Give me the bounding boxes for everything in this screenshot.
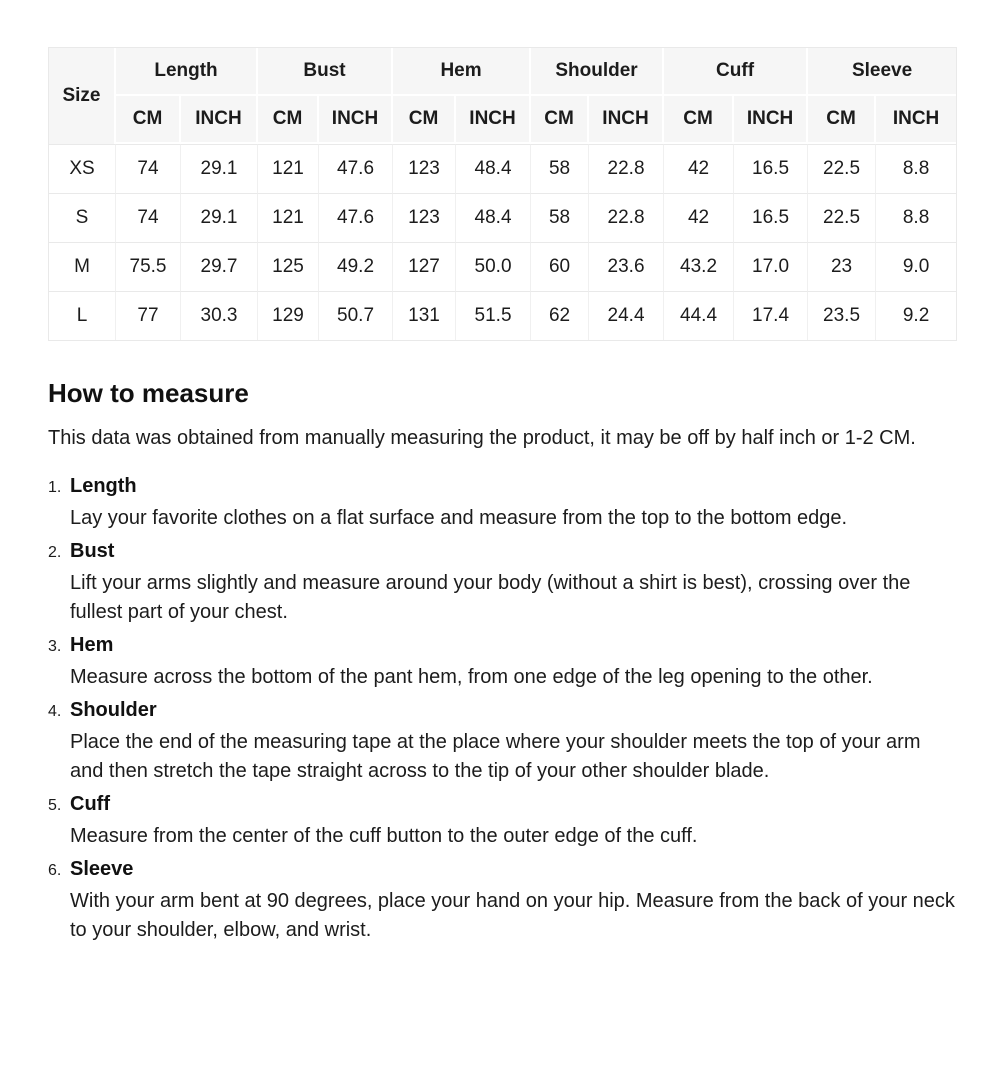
size-row-s [49,193,956,242]
list-item [48,793,955,851]
measurement-cell: 50.0 [456,242,531,291]
step-description: Measure across the bottom of the pant hem, from one edge of the leg opening to the other. [70,666,873,688]
step-term: Sleeve [70,858,134,880]
list-item [48,634,955,692]
step-description: Place the end of the measuring tape at the place where your shoulder meets the top of your arm and then stretch the tape straight across to the tip of your other shoulder blade. [70,731,921,782]
measurement-cell: 74 [116,193,181,242]
step-description: With your arm bent at 90 degrees, place your hand on your hip. Measure from the back of your neck to your shoulder, elbow, and wrist. [70,890,955,941]
step-description: Lift your arms slightly and measure around your body (without a shirt is best), crossing over the fullest part of your chest. [70,572,911,623]
measurement-cell: 48.4 [456,144,531,193]
step-heading [48,634,955,657]
measurement-cell: 75.5 [116,242,181,291]
table-unit-header-row [49,96,956,144]
table-group-header-row [49,48,956,96]
measurement-cell: 121 [258,193,319,242]
size-row-xs [49,144,956,193]
step-number: 3. [48,638,62,655]
size-table [48,47,957,341]
step-number: 5. [48,797,62,814]
group-header-sleeve: Sleeve [808,48,956,96]
measurement-cell: 17.4 [734,291,808,340]
measurement-cell: 9.0 [876,242,956,291]
measurement-cell: 50.7 [319,291,393,340]
measurement-cell: 60 [531,242,589,291]
measurement-cell: 58 [531,144,589,193]
size-cell: M [49,242,116,291]
step-heading [48,475,955,498]
step-description: Measure from the center of the cuff button to the outer edge of the cuff. [70,825,698,847]
measurement-cell: 42 [664,193,734,242]
step-heading [48,540,955,563]
measurement-cell: 131 [393,291,456,340]
size-cell: XS [49,144,116,193]
group-header-cuff: Cuff [664,48,808,96]
step-heading [48,793,955,816]
measurement-cell: 22.8 [589,193,664,242]
step-term: Shoulder [70,699,157,721]
unit-header-inch: INCH [181,96,258,144]
measurement-cell: 23.5 [808,291,876,340]
unit-header-cm: CM [531,96,589,144]
measurement-cell: 30.3 [181,291,258,340]
how-to-measure-intro: This data was obtained from manually measuring the product, it may be off by half inch or 1-2 CM. [48,427,916,449]
measurement-cell: 24.4 [589,291,664,340]
size-cell: L [49,291,116,340]
unit-header-cm: CM [116,96,181,144]
measurement-cell: 77 [116,291,181,340]
unit-header-cm: CM [664,96,734,144]
group-header-length: Length [116,48,258,96]
step-number: 6. [48,862,62,879]
measurement-cell: 123 [393,193,456,242]
list-item [48,475,955,533]
unit-header-cm: CM [258,96,319,144]
unit-header-cm: CM [393,96,456,144]
step-term: Bust [70,540,115,562]
step-term: Length [70,475,137,497]
group-header-bust: Bust [258,48,393,96]
measurement-cell: 42 [664,144,734,193]
measurement-cell: 51.5 [456,291,531,340]
step-term: Cuff [70,793,110,815]
unit-header-inch: INCH [734,96,808,144]
measurement-cell: 47.6 [319,144,393,193]
measurement-cell: 43.2 [664,242,734,291]
unit-header-inch: INCH [319,96,393,144]
measurement-cell: 74 [116,144,181,193]
step-heading [48,699,955,722]
measurement-cell: 17.0 [734,242,808,291]
size-row-m [49,242,956,291]
measurement-cell: 47.6 [319,193,393,242]
unit-header-cm: CM [808,96,876,144]
measurement-cell: 49.2 [319,242,393,291]
measurement-cell: 123 [393,144,456,193]
measurement-cell: 22.5 [808,144,876,193]
measurement-cell: 16.5 [734,144,808,193]
list-item [48,699,955,786]
measurement-cell: 121 [258,144,319,193]
measurement-cell: 129 [258,291,319,340]
step-number: 2. [48,544,62,561]
measurement-cell: 23.6 [589,242,664,291]
list-item [48,540,955,627]
step-heading [48,858,955,881]
measurement-cell: 48.4 [456,193,531,242]
measurement-cell: 23 [808,242,876,291]
measurement-cell: 16.5 [734,193,808,242]
measurement-cell: 9.2 [876,291,956,340]
unit-header-inch: INCH [456,96,531,144]
measurement-cell: 44.4 [664,291,734,340]
measurement-cell: 22.8 [589,144,664,193]
measure-steps-list [48,475,955,945]
unit-header-inch: INCH [589,96,664,144]
size-column-header: Size [49,48,116,144]
measurement-cell: 29.1 [181,144,258,193]
size-cell: S [49,193,116,242]
list-item [48,858,955,945]
measurement-cell: 29.7 [181,242,258,291]
step-number: 4. [48,703,62,720]
measurement-cell: 58 [531,193,589,242]
measurement-cell: 8.8 [876,193,956,242]
size-row-l [49,291,956,340]
how-to-measure-title: How to measure [48,378,249,408]
measurement-cell: 8.8 [876,144,956,193]
group-header-hem: Hem [393,48,531,96]
step-description: Lay your favorite clothes on a flat surface and measure from the top to the bottom edge. [70,507,848,529]
step-term: Hem [70,634,114,656]
measurement-cell: 127 [393,242,456,291]
group-header-shoulder: Shoulder [531,48,664,96]
measurement-cell: 125 [258,242,319,291]
unit-header-inch: INCH [876,96,956,144]
step-number: 1. [48,479,62,496]
measurement-cell: 62 [531,291,589,340]
measurement-cell: 22.5 [808,193,876,242]
measurement-cell: 29.1 [181,193,258,242]
